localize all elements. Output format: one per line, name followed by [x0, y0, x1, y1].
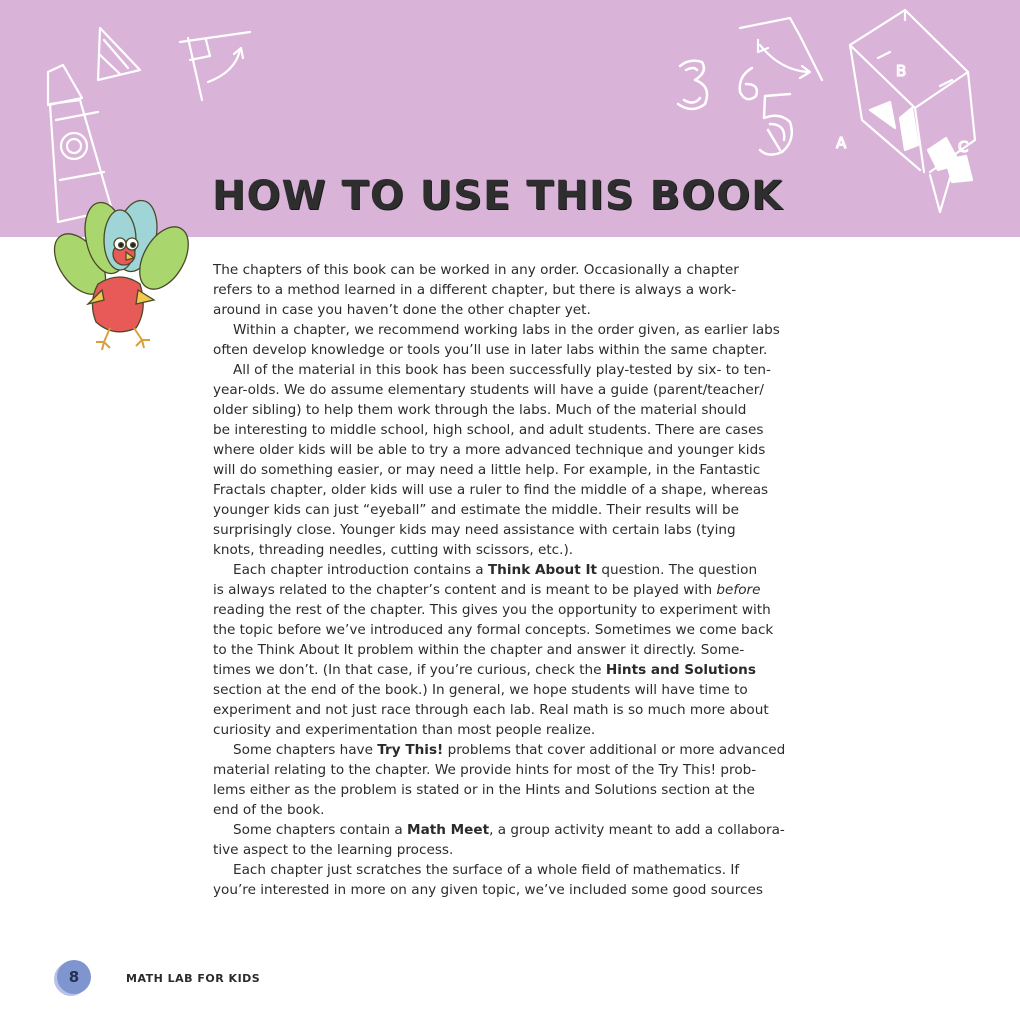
body-line: the topic before we’ve introduced any formal concepts. Sometimes we come back	[213, 622, 774, 638]
think-about-it-term: Think About It	[487, 562, 598, 578]
body-line: curiosity and experimentation than most people realize.	[213, 722, 596, 738]
try-this-term: Try This!	[377, 742, 444, 758]
body-line: will do something easier, or may need a little help. For example, in the Fantastic	[213, 462, 761, 478]
body-line: year-olds. We do assume elementary students will have a guide (parent/teacher/	[213, 382, 764, 398]
body-line: The chapters of this book can be worked in any order. Occasionally a chapter	[213, 262, 739, 278]
body-line: you’re interested in more on any given topic, we’ve included some good sources	[213, 882, 763, 898]
body-line: Each chapter introduction contains a Think About It question. The question	[233, 562, 758, 578]
digits-doodle	[678, 61, 792, 155]
body-line: times we don’t. (In that case, if you’re curious, check the Hints and Solutions	[213, 662, 756, 678]
body-line: experiment and not just race through each lab. Real math is so much more about	[213, 702, 769, 718]
svg-text:C: C	[958, 138, 969, 156]
body-line: Some chapters have Try This! problems that cover additional or more advanced	[233, 742, 786, 758]
body-line: material relating to the chapter. We provide hints for most of the Try This! prob-	[213, 762, 757, 778]
svg-text:A: A	[836, 134, 847, 152]
body-line: older sibling) to help them work through the labs. Much of the material should	[213, 402, 747, 418]
body-line: end of the book.	[213, 802, 325, 818]
turkey-illustration	[44, 192, 204, 352]
body-line: often develop knowledge or tools you’ll use in later labs within the same chapter.	[213, 342, 768, 358]
cube-doodle	[850, 10, 975, 212]
page-number: 8	[57, 960, 91, 994]
body-line: tive aspect to the learning process.	[213, 842, 454, 858]
body-line: around in case you haven’t done the other chapter yet.	[213, 302, 591, 318]
body-text	[213, 260, 803, 900]
angle-arrow-doodle	[740, 18, 822, 80]
page-title: HOW TO USE THIS BOOK	[212, 173, 784, 219]
body-line: section at the end of the book.) In general, we hope students will have time to	[213, 682, 748, 698]
body-line: lems either as the problem is stated or in the Hints and Solutions section at the	[213, 782, 755, 798]
hints-and-solutions-term: Hints and Solutions	[605, 662, 756, 678]
triangle-doodle	[98, 28, 140, 80]
body-line: where older kids will be able to try a more advanced technique and younger kids	[213, 442, 766, 458]
body-line: to the Think About It problem within the chapter and answer it directly. Some-	[213, 642, 745, 658]
body-line: refers to a method learned in a different chapter, but there is always a work-	[213, 282, 737, 298]
svg-text:B: B	[896, 62, 907, 80]
body-line: reading the rest of the chapter. This gives you the opportunity to experiment with	[213, 602, 771, 618]
before-emphasis: before	[716, 582, 761, 598]
right-angle-doodle	[180, 32, 250, 100]
body-line: Some chapters contain a Math Meet, a group activity meant to add a collabora-	[233, 822, 785, 838]
body-line: younger kids can just “eyeball” and estimate the middle. Their results will be	[213, 502, 740, 518]
body-line: Fractals chapter, older kids will use a ruler to find the middle of a shape, whereas	[213, 482, 769, 498]
body-line: Each chapter just scratches the surface of a whole field of mathematics. If	[233, 862, 740, 878]
math-meet-term: Math Meet	[407, 822, 490, 838]
body-line: surprisingly close. Younger kids may need assistance with certain labs (tying	[213, 522, 736, 538]
body-line: Within a chapter, we recommend working labs in the order given, as earlier labs	[233, 322, 780, 338]
body-line: All of the material in this book has been successfully play-tested by six- to ten-	[233, 362, 771, 378]
body-line: knots, threading needles, cutting with scissors, etc.).	[213, 542, 574, 558]
body-line: be interesting to middle school, high school, and adult students. There are cases	[213, 422, 764, 438]
running-footer-title: MATH LAB FOR KIDS	[126, 972, 261, 985]
body-line: is always related to the chapter’s content and is meant to be played with before	[213, 582, 761, 598]
